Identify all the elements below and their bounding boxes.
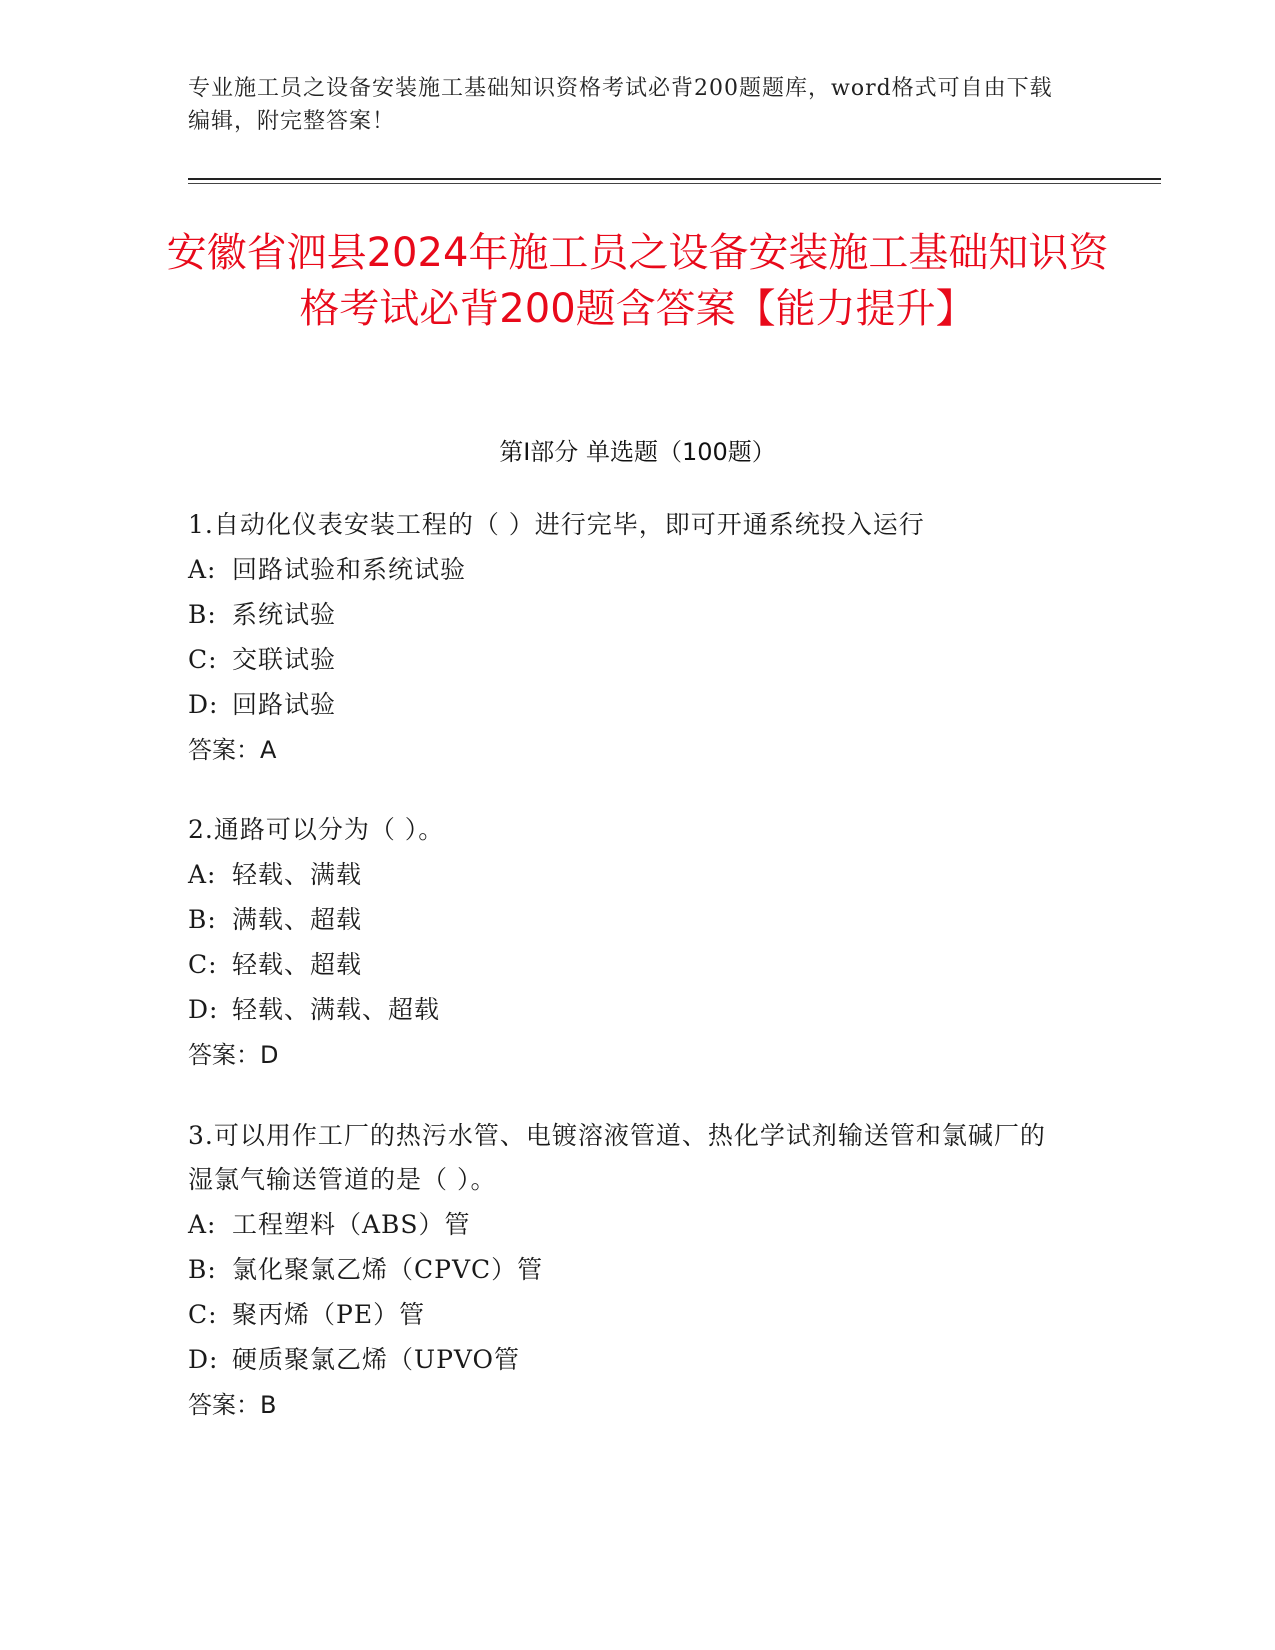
answer: 答案：D <box>188 1041 279 1069</box>
option-c <box>188 637 1068 682</box>
option-letter: B: <box>188 1255 217 1284</box>
option-letter: C: <box>188 950 218 979</box>
option-b <box>188 592 1068 637</box>
option-c <box>188 1292 1068 1337</box>
option-a <box>188 547 1068 592</box>
option-letter: C: <box>188 645 218 674</box>
option-letter: D: <box>188 690 219 719</box>
option-letter: A: <box>188 555 217 584</box>
option-d <box>188 1337 1068 1382</box>
question-stem: 3.可以用作工厂的热污水管、电镀溶液管道、热化学试剂输送管和氯碱厂的湿氯气输送管道的是（ ）。 <box>188 1121 1046 1194</box>
option-a <box>188 852 1068 897</box>
option-letter: A: <box>188 860 217 889</box>
option-text: 回路试验 <box>232 690 337 719</box>
option-d <box>188 987 1068 1032</box>
option-letter: C: <box>188 1300 218 1329</box>
option-letter: B: <box>188 600 217 629</box>
question-stem: 2.通路可以分为（ ）。 <box>188 815 445 844</box>
option-letter: A: <box>188 1210 217 1239</box>
option-text: 工程塑料（ABS）管 <box>232 1210 471 1239</box>
question-2 <box>188 808 1068 1078</box>
header-divider <box>188 178 1161 180</box>
question-stem: 1.自动化仪表安装工程的（ ）进行完毕，即可开通系统投入运行 <box>188 510 925 539</box>
option-text: 轻载、满载、超载 <box>232 995 441 1024</box>
option-text: 轻载、超载 <box>232 950 363 979</box>
option-letter: B: <box>188 905 217 934</box>
option-b <box>188 1247 1068 1292</box>
option-text: 交联试验 <box>232 645 337 674</box>
option-c <box>188 942 1068 987</box>
option-text: 系统试验 <box>232 600 337 629</box>
option-text: 满载、超载 <box>232 905 363 934</box>
section-title: 第Ⅰ部分 单选题（100题） <box>499 438 776 466</box>
answer: 答案：B <box>188 1391 277 1419</box>
question-3 <box>188 1114 1068 1428</box>
option-text: 轻载、满载 <box>232 860 363 889</box>
option-letter: D: <box>188 995 219 1024</box>
header-divider-thin <box>188 183 1161 184</box>
option-text: 回路试验和系统试验 <box>232 555 467 584</box>
option-b <box>188 897 1068 942</box>
question-1 <box>188 503 1068 773</box>
option-text: 氯化聚氯乙烯（CPVC）管 <box>232 1255 544 1284</box>
header-note: 专业施工员之设备安装施工基础知识资格考试必背200题题库，word格式可自由下载编辑，附完整答案！ <box>188 76 1053 134</box>
option-a <box>188 1202 1068 1247</box>
option-text: 聚丙烯（PE）管 <box>232 1300 426 1329</box>
option-letter: D: <box>188 1345 219 1374</box>
document-title: 安徽省泗县2024年施工员之设备安装施工基础知识资格考试必背200题含答案【能力提升】 <box>166 230 1109 332</box>
answer: 答案：A <box>188 736 277 764</box>
option-d <box>188 682 1068 727</box>
option-text: 硬质聚氯乙烯（UPVO管 <box>232 1345 521 1374</box>
